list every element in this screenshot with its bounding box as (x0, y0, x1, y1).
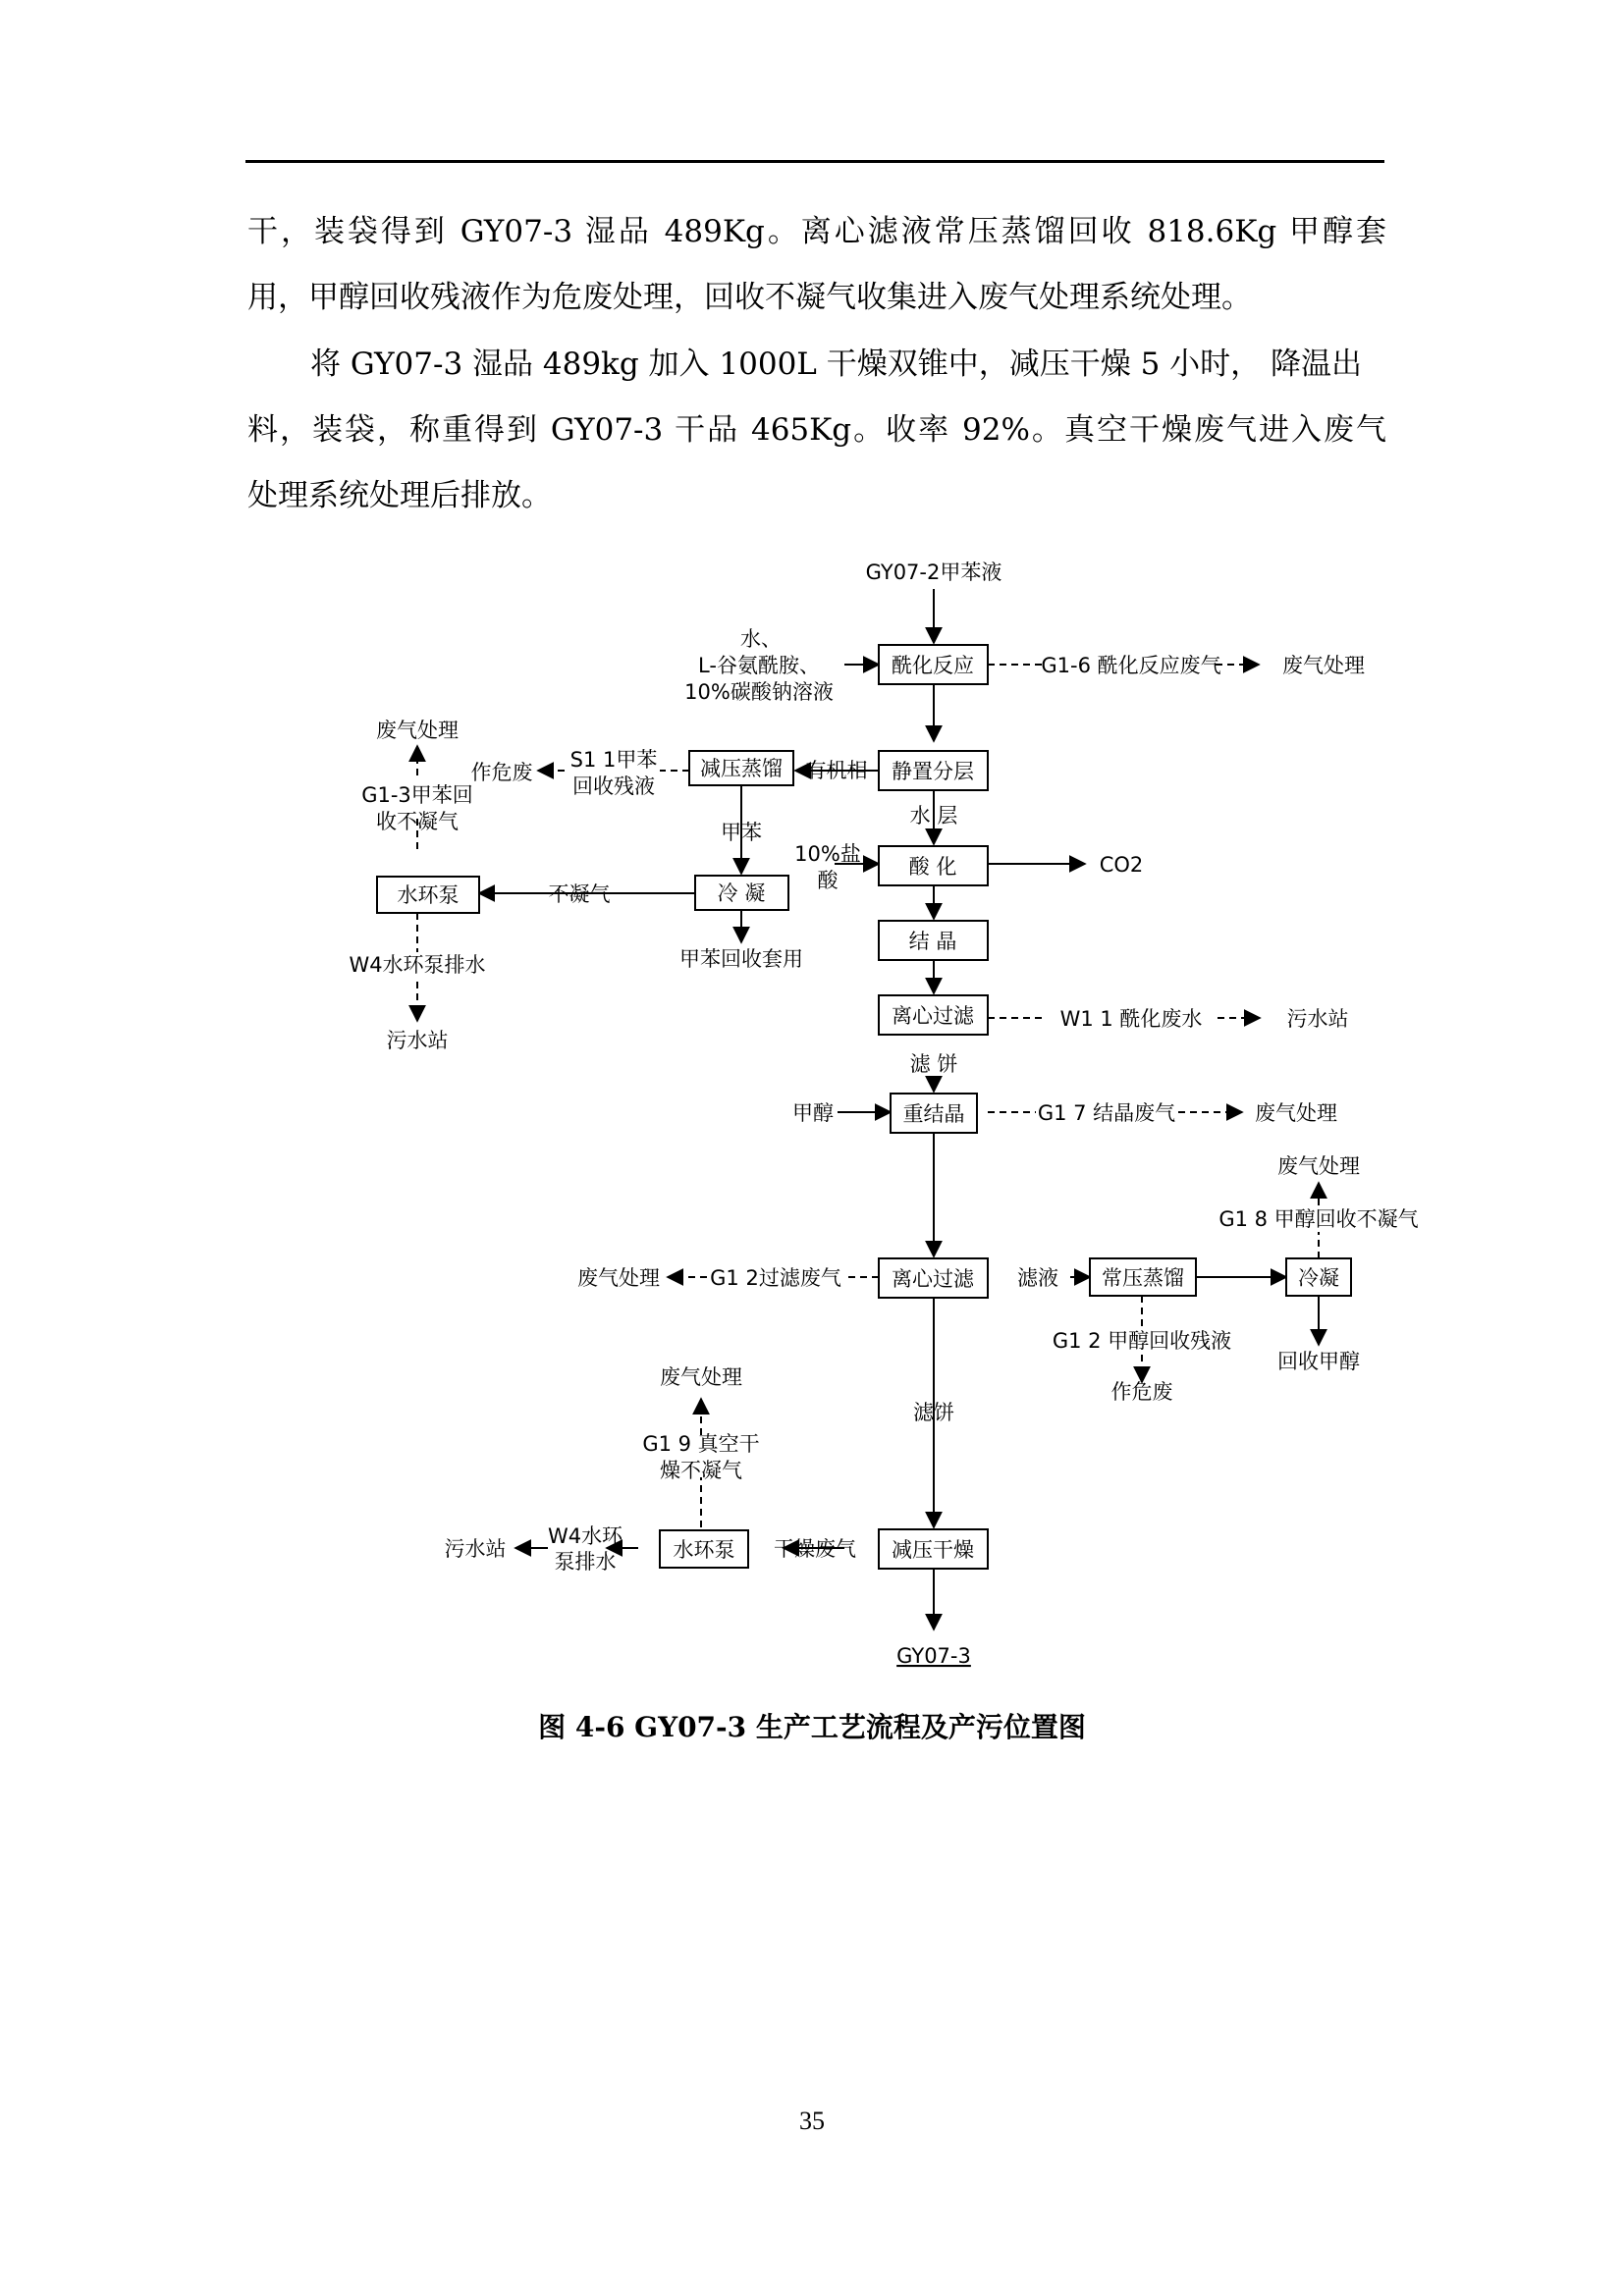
sewage-label-2: 污水站 (1286, 1007, 1349, 1031)
recovered-methanol-label: 回收甲醇 (1277, 1350, 1360, 1373)
paragraph-line: 处理系统处理后排放。 (247, 478, 552, 513)
box-recrystallize: 重结晶 (902, 1102, 965, 1126)
w11-label: W1 1 酰化废水 (1059, 1007, 1203, 1031)
g12-residue-label: G1 2 甲醇回收残液 (1052, 1329, 1232, 1353)
organic-phase-label: 有机相 (805, 759, 868, 782)
g19-label-line1: G1 9 真空干 (642, 1432, 760, 1456)
box-acylation: 酰化反应 (892, 654, 974, 677)
feed-carbonate-label: 10%碳酸钠溶液 (684, 680, 834, 704)
paragraph-line: 用，甲醇回收残液作为危废处理，回收不凝气收集进入废气处理系统处理。 (247, 280, 1252, 315)
s11-label-line2: 回收残液 (572, 774, 655, 798)
filtrate-label: 滤液 (1017, 1266, 1058, 1290)
page-number: 35 (799, 2107, 825, 2135)
box-condense-2: 冷凝 (1298, 1266, 1339, 1290)
waste-gas-label-5: 废气处理 (1277, 1154, 1360, 1178)
g17-label: G1 7 结晶废气 (1037, 1101, 1176, 1125)
noncondensable-label: 不凝气 (548, 882, 611, 906)
box-water-ring-pump-1: 水环泵 (397, 883, 460, 907)
sewage-label-3: 污水站 (444, 1537, 507, 1561)
toluene-label: 甲苯 (721, 821, 762, 844)
hcl-label-line2: 酸 (817, 869, 839, 892)
g16-label: G1-6 酰化反应废气 (1041, 654, 1221, 677)
flow-labels (349, 561, 1418, 1668)
methanol-feed-label: 甲醇 (792, 1101, 834, 1125)
box-acidify: 酸 化 (908, 855, 957, 879)
w4-label-1: W4水环泵排水 (349, 953, 486, 977)
w4b-label-line2: 泵排水 (554, 1550, 617, 1574)
feed-water-label: 水、 (740, 627, 782, 651)
g19-label-line2: 燥不凝气 (660, 1459, 742, 1482)
emission-arrows (417, 665, 1319, 1527)
box-settle: 静置分层 (892, 760, 974, 783)
hazardous-waste-label-2: 作危废 (1110, 1380, 1173, 1404)
box-condense-1: 冷 凝 (717, 881, 766, 905)
figure-caption: 图 4-6 GY07-3 生产工艺流程及产污位置图 (538, 1711, 1086, 1743)
waste-gas-label-1: 废气处理 (1282, 654, 1365, 677)
co2-label: CO2 (1099, 853, 1144, 877)
hazardous-waste-label-1: 作危废 (470, 761, 533, 784)
s11-label-line1: S1 1甲苯 (569, 748, 658, 772)
input-top-label: GY07-2甲苯液 (865, 561, 1002, 584)
waste-gas-label-6: 废气处理 (660, 1365, 742, 1389)
waste-gas-label-2: 废气处理 (376, 719, 459, 742)
g18-label: G1 8 甲醇回收不凝气 (1218, 1207, 1419, 1231)
box-centrifuge-1: 离心过滤 (892, 1004, 974, 1028)
filter-cake-label-1: 滤 饼 (909, 1052, 958, 1076)
box-water-ring-pump-2: 水环泵 (673, 1538, 735, 1562)
filter-cake-label-2: 滤饼 (913, 1401, 954, 1424)
box-crystallize: 结 晶 (908, 930, 957, 953)
paragraph-line: 将 GY07-3 湿品 489kg 加入 1000L 干燥双锥中，减压干燥 5 小时， 降温出 (310, 347, 1363, 382)
waste-gas-label-4: 废气处理 (577, 1266, 660, 1290)
paragraph-line: 干，装袋得到 GY07-3 湿品 489Kg。离心滤液常压蒸馏回收 818.6Kg 甲醇套 (247, 214, 1386, 249)
box-vacuum-dry: 减压干燥 (892, 1538, 974, 1562)
w4b-label-line1: W4水环 (547, 1524, 623, 1548)
hcl-label-line1: 10%盐 (794, 842, 861, 866)
box-atmospheric-distill: 常压蒸馏 (1102, 1266, 1184, 1290)
dry-exhaust-label: 干燥废气 (774, 1537, 856, 1561)
g12-filter-label: G1 2过滤废气 (710, 1266, 841, 1290)
water-layer-label: 水 层 (909, 804, 958, 828)
toluene-reuse-label: 甲苯回收套用 (679, 947, 803, 971)
box-vacuum-distill: 减压蒸馏 (700, 757, 783, 780)
output-product-label: GY07-3 (896, 1644, 971, 1668)
feed-glutamine-label: L-谷氨酰胺、 (698, 654, 820, 677)
process-box-labels (398, 654, 1340, 1562)
waste-gas-label-3: 废气处理 (1255, 1101, 1337, 1125)
paragraph-line: 料，装袋，称重得到 GY07-3 干品 465Kg。收率 92%。真空干燥废气进入废气 (247, 412, 1386, 448)
sewage-label-1: 污水站 (386, 1029, 449, 1052)
g13-label-line1: G1-3甲苯回 (361, 783, 473, 807)
box-centrifuge-2: 离心过滤 (892, 1267, 974, 1291)
g13-label-line2: 收不凝气 (376, 810, 459, 833)
